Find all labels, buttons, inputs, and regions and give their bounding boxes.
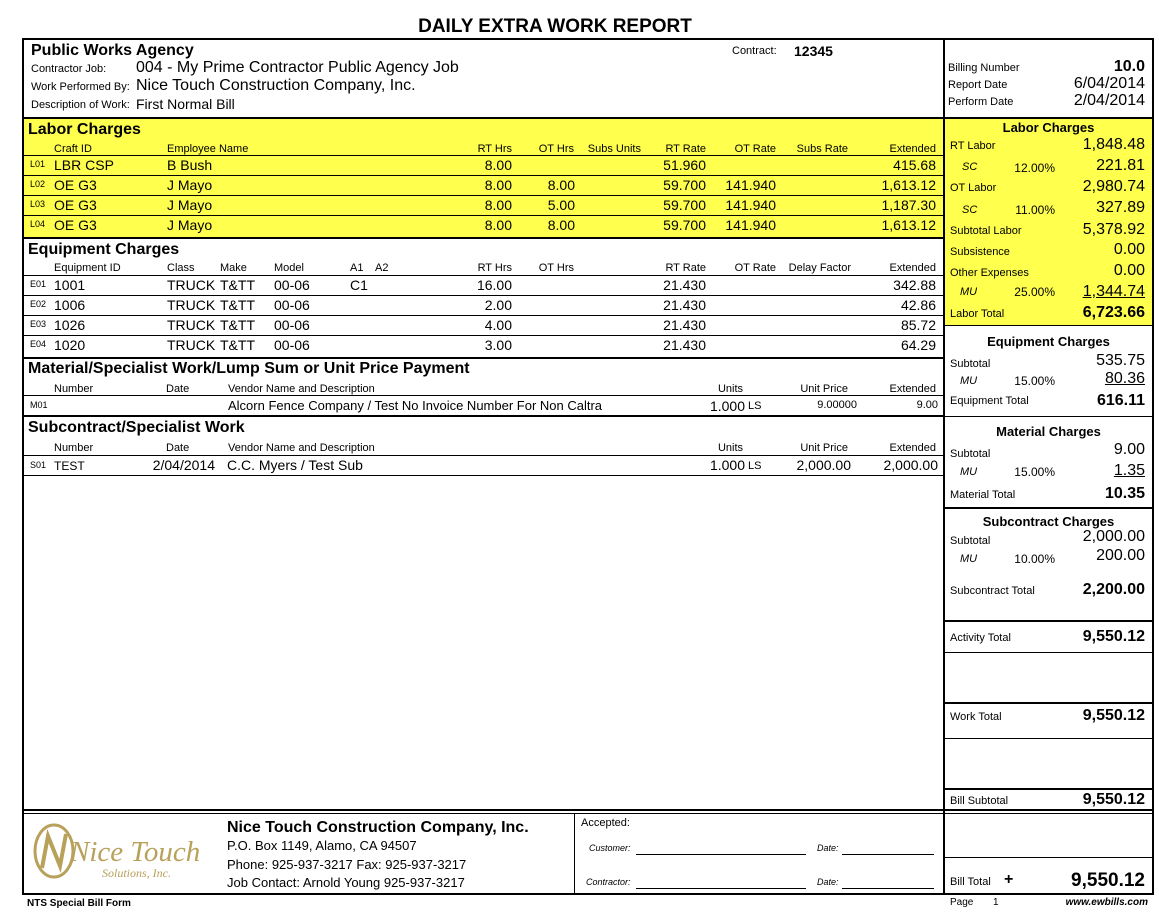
equip-row-rt-rate: 21.430: [663, 277, 706, 293]
work-total: 9,550.12: [1082, 707, 1145, 724]
summary-sub-mu: 200.00: [1096, 547, 1145, 564]
summary-rt-value: 1,848.48: [1082, 136, 1145, 153]
equipment-section-title: Equipment Charges: [28, 241, 180, 258]
perform-date: 2/04/2014: [1073, 92, 1145, 109]
subcontract-header-vendor: Vendor Name and Description: [228, 442, 375, 454]
summary-mat-total: 10.35: [1104, 485, 1145, 502]
labor-row-rt-rate: 59.700: [663, 217, 706, 233]
summary-equip-total: 616.11: [1096, 392, 1145, 409]
bill-subtotal: 9,550.12: [1082, 791, 1145, 808]
summary-labor-total: 6,723.66: [1082, 304, 1145, 321]
material-row-units: 1.000: [709, 398, 745, 414]
billing-number-label: Billing Number: [948, 62, 1020, 74]
summary-sub-total: 2,200.00: [1082, 581, 1145, 598]
equip-header-a1: A1: [350, 262, 364, 274]
summary-labor-subtotal-label: Subtotal Labor: [950, 225, 1022, 237]
customer-label: Customer:: [589, 843, 631, 853]
subcontract-row-number: TEST: [54, 459, 85, 473]
labor-row-craft: OE G3: [54, 177, 97, 193]
equip-row-id: E04: [30, 339, 47, 349]
equip-header-model: Model: [274, 262, 304, 274]
labor-row-id: L02: [30, 179, 46, 189]
labor-row-craft: LBR CSP: [54, 157, 114, 173]
summary-equip-mu-label: MU: [960, 375, 978, 387]
contractor-date-label: Date:: [817, 877, 839, 887]
labor-row-employee: J Mayo: [167, 217, 213, 233]
summary-sub-mu-pct: 10.00%: [1014, 552, 1055, 566]
summary-subsistence-label: Subsistence: [950, 246, 1010, 258]
labor-row-employee: B Bush: [167, 157, 213, 173]
labor-row-rt-hrs: 8.00: [484, 217, 512, 233]
subcontract-row-id: S01: [30, 460, 47, 470]
summary-mat-subtotal: 9.00: [1113, 441, 1145, 458]
labor-header-rt-rate: RT Rate: [665, 143, 706, 155]
material-row-uom: LS: [748, 400, 762, 412]
equip-row-rt-rate: 21.430: [663, 337, 706, 353]
equip-row-rt-hrs: 2.00: [484, 297, 512, 313]
subcontract-row-units: 1.000: [709, 457, 745, 473]
page-number: 1: [993, 897, 999, 908]
labor-row-extended: 1,613.12: [881, 177, 936, 193]
equip-row-rt-hrs: 16.00: [476, 277, 512, 293]
labor-row-employee: J Mayo: [167, 197, 213, 213]
equip-row-equip: 1001: [54, 277, 86, 293]
equip-row-id: E01: [30, 279, 47, 289]
customer-date-label: Date:: [817, 843, 839, 853]
labor-row-rt-rate: 59.700: [663, 177, 706, 193]
summary-labor-title: Labor Charges: [1002, 120, 1095, 135]
equip-row-id: E03: [30, 319, 47, 329]
report-title: DAILY EXTRA WORK REPORT: [418, 16, 692, 37]
equip-row-class: TRUCK: [167, 277, 216, 293]
labor-header-extended: Extended: [889, 143, 936, 155]
page-label: Page: [950, 897, 974, 908]
equip-row-make: T&TT: [220, 277, 255, 293]
activity-total: 9,550.12: [1082, 628, 1145, 645]
subcontract-row-unit-price: 2,000.00: [796, 457, 851, 473]
material-row-vendor: Alcorn Fence Company / Test No Invoice Number For Non Caltra: [228, 398, 603, 413]
equip-row-model: 00-06: [274, 297, 310, 313]
subcontract-row-vendor: C.C. Myers / Test Sub: [227, 457, 363, 473]
subcontract-header-extended: Extended: [889, 442, 936, 454]
report-date-label: Report Date: [948, 79, 1008, 91]
equip-row-id: E02: [30, 299, 47, 309]
subcontract-section-title: Subcontract/Specialist Work: [28, 419, 245, 436]
summary-sub-subtotal-label: Subtotal: [950, 535, 991, 547]
equip-row-extended: 64.29: [900, 337, 936, 353]
equip-row-make: T&TT: [220, 317, 255, 333]
equip-header-rt-rate: RT Rate: [665, 262, 706, 274]
labor-row-ot-rate: 141.940: [725, 197, 776, 213]
labor-row-ot-hrs: 8.00: [547, 177, 575, 193]
labor-row-ot-rate: 141.940: [725, 177, 776, 193]
description-label: Description of Work:: [31, 99, 130, 111]
accepted-label: Accepted:: [581, 817, 630, 829]
labor-section-title: Labor Charges: [28, 121, 141, 138]
equip-row-rt-hrs: 4.00: [484, 317, 512, 333]
labor-header-employee: Employee Name: [167, 143, 249, 155]
equip-header-delay: Delay Factor: [788, 262, 851, 274]
equip-header-ot-hrs: OT Hrs: [538, 262, 574, 274]
labor-row-rt-hrs: 8.00: [484, 177, 512, 193]
summary-subsistence: 0.00: [1113, 241, 1145, 258]
summary-equip-total-label: Equipment Total: [950, 395, 1029, 407]
summary-other-label: Other Expenses: [950, 267, 1029, 279]
labor-row-id: L03: [30, 199, 46, 209]
summary-mat-mu-pct: 15.00%: [1014, 465, 1055, 479]
equip-row-model: 00-06: [274, 277, 310, 293]
subcontract-row-extended: 2,000.00: [883, 457, 938, 473]
material-header-units: Units: [717, 383, 743, 395]
equip-header-id: Equipment ID: [54, 262, 121, 274]
bill-total-label: Bill Total: [950, 876, 991, 888]
subcontract-header-date: Date: [166, 442, 190, 454]
summary-labor-total-label: Labor Total: [950, 308, 1005, 320]
summary-sc2-pct: 11.00%: [1015, 203, 1055, 217]
footer-contact: Job Contact: Arnold Young 925-937-3217: [227, 875, 465, 890]
summary-equip-mu-pct: 15.00%: [1014, 374, 1055, 388]
equip-header-ot-rate: OT Rate: [734, 262, 776, 274]
equip-row-equip: 1006: [54, 297, 86, 313]
equip-row-model: 00-06: [274, 317, 310, 333]
contractor-label: Contractor:: [586, 877, 631, 887]
labor-header-craft: Craft ID: [54, 143, 92, 155]
footer-company: Nice Touch Construction Company, Inc.: [227, 819, 529, 836]
equip-row-rt-rate: 21.430: [663, 317, 706, 333]
labor-row-extended: 415.68: [893, 157, 936, 173]
equip-row-make: T&TT: [220, 297, 255, 313]
billing-number: 10.0: [1113, 58, 1145, 75]
summary-mat-mu: 1.35: [1113, 462, 1145, 479]
summary-sub-mu-label: MU: [960, 553, 978, 565]
summary-labor-subtotal: 5,378.92: [1082, 221, 1145, 238]
contract-label: Contract:: [732, 45, 777, 57]
summary-ot-value: 2,980.74: [1082, 178, 1145, 195]
summary-rt-label: RT Labor: [950, 140, 996, 152]
equip-row-rt-rate: 21.430: [663, 297, 706, 313]
summary-sc1-label: SC: [962, 161, 978, 173]
equip-row-class: TRUCK: [167, 297, 216, 313]
labor-header-subs-units: Subs Units: [587, 143, 641, 155]
summary-mat-subtotal-label: Subtotal: [950, 448, 991, 460]
summary-subcontract-title: Subcontract Charges: [982, 514, 1115, 529]
logo-subtext: Solutions, Inc.: [102, 866, 171, 880]
equip-row-class: TRUCK: [167, 317, 216, 333]
footer-phone: Phone: 925-937-3217 Fax: 925-937-3217: [227, 857, 467, 872]
material-header-date: Date: [166, 383, 190, 395]
equip-row-equip: 1026: [54, 317, 86, 333]
summary-other: 0.00: [1113, 262, 1145, 279]
labor-header-rt-hrs: RT Hrs: [477, 143, 512, 155]
subcontract-row-uom: LS: [748, 460, 762, 472]
labor-row-extended: 1,187.30: [881, 197, 936, 213]
contractor-job-label: Contractor Job:: [31, 63, 107, 75]
summary-sub-subtotal: 2,000.00: [1082, 528, 1145, 545]
equip-row-model: 00-06: [274, 337, 310, 353]
report-date: 6/04/2014: [1073, 75, 1145, 92]
summary-mat-total-label: Material Total: [950, 489, 1016, 501]
bill-total: 9,550.12: [1071, 870, 1145, 891]
summary-equipment-title: Equipment Charges: [987, 334, 1110, 349]
material-header-vendor: Vendor Name and Description: [228, 383, 375, 395]
bill-subtotal-label: Bill Subtotal: [950, 795, 1009, 807]
equip-row-equip: 1020: [54, 337, 86, 353]
labor-row-ot-hrs: 5.00: [547, 197, 575, 213]
subcontract-header-units: Units: [717, 442, 743, 454]
equip-header-rt-hrs: RT Hrs: [477, 262, 512, 274]
subcontract-row-date: 2/04/2014: [152, 457, 215, 473]
equip-row-class: TRUCK: [167, 337, 216, 353]
summary-labor-mu-label: MU: [960, 286, 978, 298]
activity-total-label: Activity Total: [950, 632, 1011, 644]
performed-by: Nice Touch Construction Company, Inc.: [136, 77, 416, 94]
form-name: NTS Special Bill Form: [27, 898, 131, 909]
summary-equip-mu: 80.36: [1104, 370, 1145, 387]
summary-labor-mu-pct: 25.00%: [1014, 285, 1055, 299]
logo-text: Nice Touch: [70, 836, 201, 868]
footer-address: P.O. Box 1149, Alamo, CA 94507: [227, 838, 417, 853]
equip-row-extended: 85.72: [900, 317, 936, 333]
labor-row-id: L01: [30, 159, 46, 169]
summary-material-title: Material Charges: [996, 424, 1101, 439]
work-total-label: Work Total: [950, 711, 1002, 723]
labor-row-id: L04: [30, 219, 46, 229]
summary-mat-mu-label: MU: [960, 466, 978, 478]
equip-row-rt-hrs: 3.00: [484, 337, 512, 353]
labor-row-rt-rate: 59.700: [663, 197, 706, 213]
labor-row-craft: OE G3: [54, 197, 97, 213]
summary-sub-total-label: Subcontract Total: [950, 585, 1035, 597]
equip-row-a1: C1: [350, 277, 368, 293]
material-row-id: M01: [30, 400, 48, 410]
labor-row-employee: J Mayo: [167, 177, 213, 193]
labor-row-ot-hrs: 8.00: [547, 217, 575, 233]
summary-labor-mu: 1,344.74: [1082, 283, 1145, 300]
material-header-extended: Extended: [889, 383, 936, 395]
contractor-job: 004 - My Prime Contractor Public Agency Job: [136, 59, 459, 76]
equip-row-extended: 42.86: [900, 297, 936, 313]
equip-row-extended: 342.88: [893, 277, 936, 293]
labor-header-ot-rate: OT Rate: [734, 143, 776, 155]
material-row-extended: 9.00: [916, 399, 938, 411]
labor-header-subs-rate: Subs Rate: [796, 143, 848, 155]
labor-row-rt-hrs: 8.00: [484, 197, 512, 213]
labor-header-ot-hrs: OT Hrs: [538, 143, 574, 155]
material-header-number: Number: [54, 383, 94, 395]
summary-sc1-value: 221.81: [1096, 157, 1145, 174]
bill-total-plus-icon: +: [1004, 871, 1014, 888]
perform-date-label: Perform Date: [948, 96, 1014, 108]
material-header-unit-price: Unit Price: [800, 383, 848, 395]
labor-row-ot-rate: 141.940: [725, 217, 776, 233]
website-link[interactable]: www.ewbills.com: [1065, 897, 1148, 908]
equip-header-make: Make: [220, 262, 247, 274]
labor-row-craft: OE G3: [54, 217, 97, 233]
summary-sc2-value: 327.89: [1096, 199, 1145, 216]
summary-equip-subtotal-label: Subtotal: [950, 358, 991, 370]
equip-header-extended: Extended: [889, 262, 936, 274]
summary-ot-label: OT Labor: [950, 182, 997, 194]
equip-header-a2: A2: [375, 262, 389, 274]
equip-header-class: Class: [167, 262, 195, 274]
labor-row-rt-rate: 51.960: [663, 157, 706, 173]
summary-sc2-label: SC: [962, 204, 978, 216]
agency-name: Public Works Agency: [31, 42, 194, 59]
labor-row-rt-hrs: 8.00: [484, 157, 512, 173]
material-section-title: Material/Specialist Work/Lump Sum or Unit Price Payment: [28, 360, 470, 377]
summary-sc1-pct: 12.00%: [1014, 161, 1055, 175]
labor-row-extended: 1,613.12: [881, 217, 936, 233]
performed-by-label: Work Performed By:: [31, 81, 130, 93]
equip-row-make: T&TT: [220, 337, 255, 353]
subcontract-header-number: Number: [54, 442, 94, 454]
material-row-unit-price: 9.00000: [817, 399, 857, 411]
summary-equip-subtotal: 535.75: [1096, 352, 1145, 369]
contract-number: 12345: [794, 43, 833, 59]
subcontract-header-unit-price: Unit Price: [800, 442, 848, 454]
description: First Normal Bill: [136, 96, 235, 112]
